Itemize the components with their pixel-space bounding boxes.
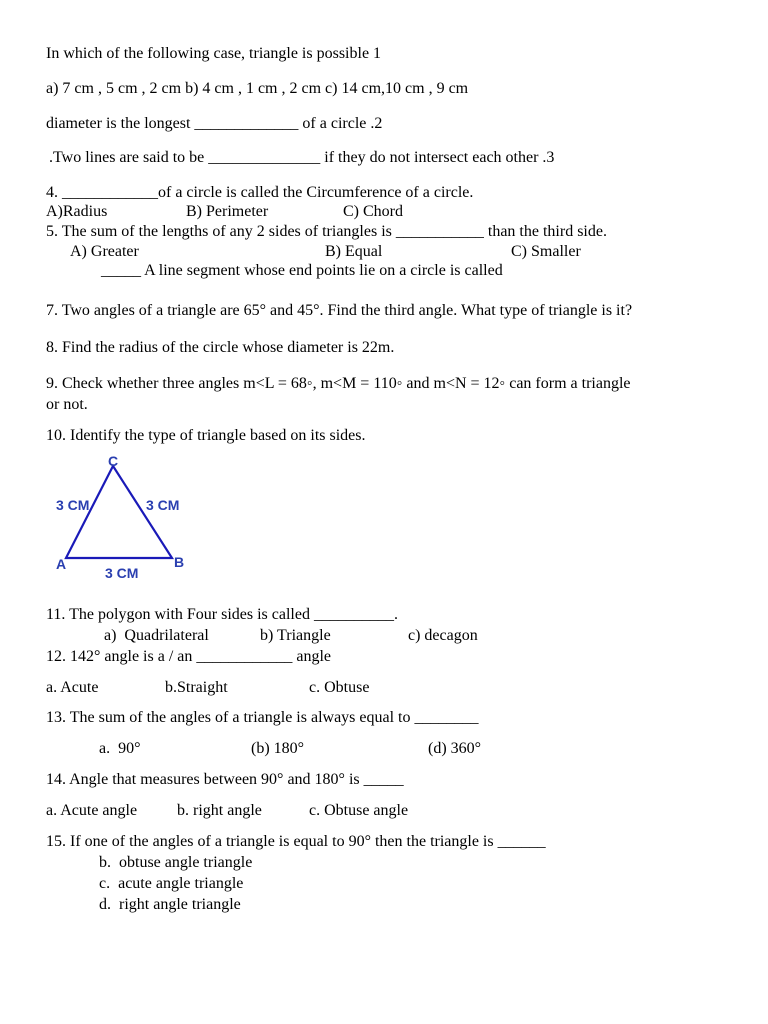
question-10: 10. Identify the type of triangle based on its sides. <box>46 427 366 444</box>
question-4-option-a: A)Radius <box>46 203 108 220</box>
triangle-side-bottom-label: 3 CM <box>105 565 139 581</box>
question-4-option-c: C) Chord <box>343 203 403 220</box>
question-12-option-b: b.Straight <box>165 679 228 696</box>
triangle-label-c: C <box>108 453 119 469</box>
question-11-option-c: c) decagon <box>408 627 478 644</box>
question-4: 4. ____________of a circle is called the Circumference of a circle. <box>46 184 474 201</box>
question-14-option-a: a. Acute angle <box>46 802 138 819</box>
question-3: .Two lines are said to be ______________ if they do not intersect each other .3 <box>49 149 555 166</box>
question-15-option-b: b. obtuse angle triangle <box>99 854 253 871</box>
question-14: 14. Angle that measures between 90° and 180° is _____ <box>46 771 404 788</box>
question-11-option-b: b) Triangle <box>260 627 331 644</box>
question-2: diameter is the longest _____________ of a circle .2 <box>46 115 383 132</box>
question-13-option-a: a. 90° <box>99 740 141 757</box>
question-9-line-2: or not. <box>46 396 88 413</box>
question-11-option-a: a) Quadrilateral <box>104 627 209 644</box>
question-11: 11. The polygon with Four sides is called __________. <box>46 606 398 623</box>
triangle-label-a: A <box>56 556 67 572</box>
question-12: 12. 142° angle is a / an ____________ angle <box>46 648 332 665</box>
question-9-line-1: 9. Check whether three angles m<L = 68◦, m<M = 110◦ and m<N = 12◦ can form a triangle <box>46 375 631 392</box>
question-1: In which of the following case, triangle is possible 1 <box>46 45 382 62</box>
question-12-option-c: c. Obtuse <box>309 679 370 696</box>
question-5: 5. The sum of the lengths of any 2 sides of triangles is ___________ than the third side. <box>46 223 607 240</box>
question-6: _____ A line segment whose end points lie on a circle is called <box>101 262 503 279</box>
question-7: 7. Two angles of a triangle are 65° and 45°. Find the third angle. What type of triangle is it? <box>46 302 633 319</box>
triangle-figure <box>46 448 196 586</box>
question-14-option-c: c. Obtuse angle <box>309 802 409 819</box>
triangle-side-left-label: 3 CM <box>56 497 90 513</box>
question-4-option-b: B) Perimeter <box>186 203 269 220</box>
triangle-label-b: B <box>174 554 185 570</box>
question-13-option-c: (d) 360° <box>428 740 482 757</box>
question-12-option-a: a. Acute <box>46 679 99 696</box>
question-5-option-b: B) Equal <box>325 243 383 260</box>
question-5-option-c: C) Smaller <box>511 243 581 260</box>
question-15: 15. If one of the angles of a triangle is equal to 90° then the triangle is ______ <box>46 833 546 850</box>
question-5-option-a: A) Greater <box>70 243 139 260</box>
question-8: 8. Find the radius of the circle whose diameter is 22m. <box>46 339 395 356</box>
question-14-option-b: b. right angle <box>177 802 262 819</box>
question-1-options: a) 7 cm , 5 cm , 2 cm b) 4 cm , 1 cm , 2 cm c) 14 cm,10 cm , 9 cm <box>46 80 469 97</box>
triangle-side-right-label: 3 CM <box>146 497 180 513</box>
question-15-option-d: d. right angle triangle <box>99 896 241 913</box>
question-13: 13. The sum of the angles of a triangle is always equal to ________ <box>46 709 479 726</box>
question-13-option-b: (b) 180° <box>251 740 305 757</box>
question-15-option-c: c. acute angle triangle <box>99 875 244 892</box>
